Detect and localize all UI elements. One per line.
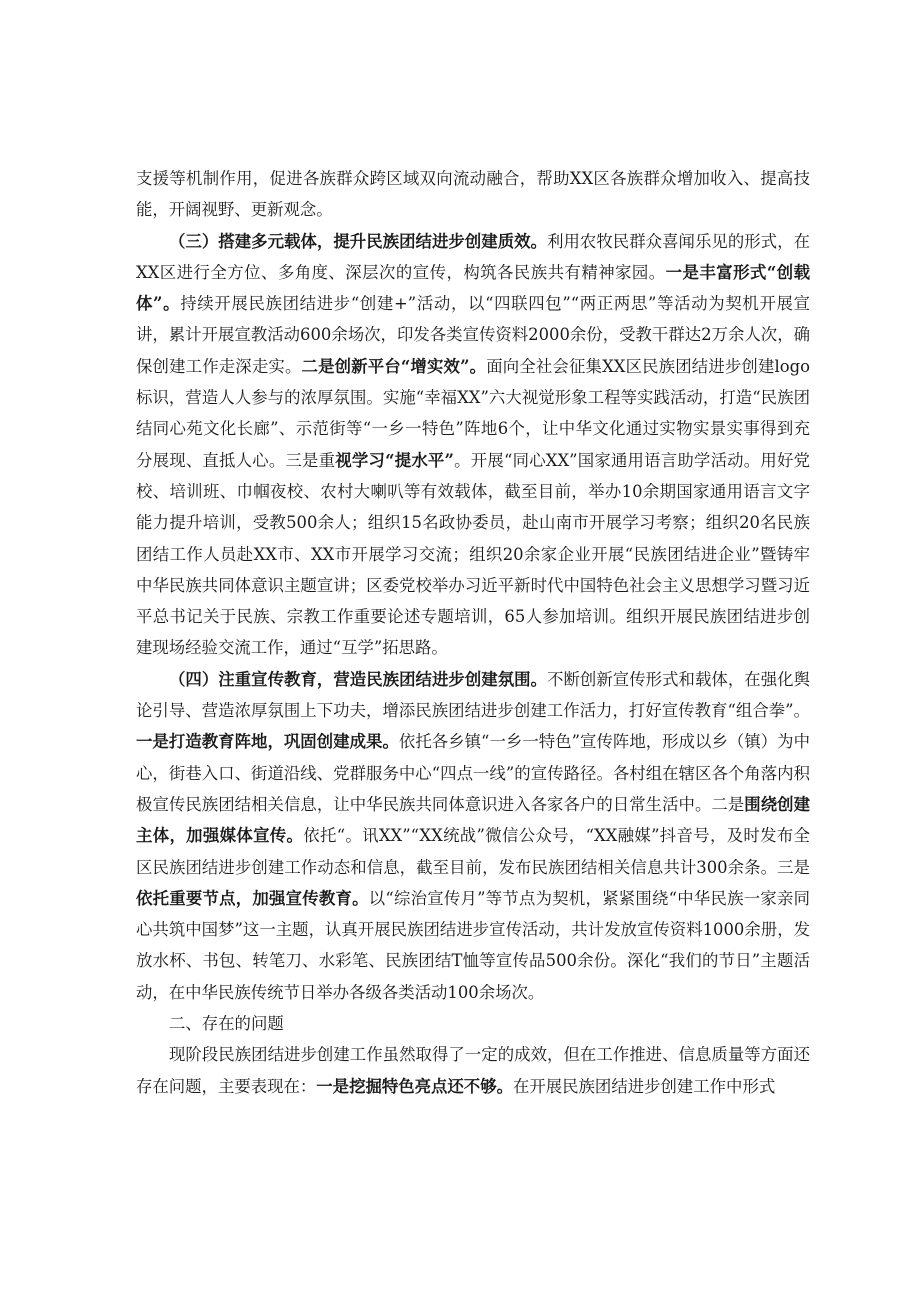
paragraph-text: 现阶段民族团结进步创建工作虽然取得了一定的成效，但在工作推进、信息质量等方面还存在问题，主要表现在： xyxy=(136,1045,810,1096)
paragraph-text: 持续开展民族团结进步“创建+”活动，以“四联四包”“两正两思”等活动为契机开展宣讲，累计开展宣教活动600余场次，印发各类宣传资料2000余份，受教干群达2万余人次，确保创建工作走深走实。 xyxy=(136,294,810,376)
chapter-heading: 二、存在的问题 xyxy=(169,1014,284,1034)
paragraph-section-4 xyxy=(136,664,810,1008)
paragraph-text: 依托各乡镇“一乡一特色”宣传阵地，形成以乡（镇）为中心，街巷入口、街道沿线、党群服务中心“四点一线”的宣传路径。各村组在辖区各个角落内积极宣传民族团结相关信息，让中华民族共同体意识进入各家各户的日常生活中。二是 xyxy=(136,732,811,814)
bold-point-1: 一是丰富形式“创载体”。 xyxy=(136,262,810,314)
paragraph-problems xyxy=(136,1039,810,1102)
section-heading: （四）注重宣传教育，营造民族团结进步创建氛围。 xyxy=(169,669,548,689)
section-title-problems xyxy=(136,1008,810,1039)
bold-point-2: 围绕创建主体，加强媒体宣传。 xyxy=(136,794,811,846)
paragraph-text: 依托“。讯XX”“XX统战”微信公众号，“XX融媒”抖音号，及时发布全区民族团结进步创建工作动态和信息，截至目前，发布民族团结相关信息共计300余条。三是 xyxy=(136,826,810,877)
bold-point-3: 依托重要节点，加强宣传教育。 xyxy=(136,888,369,908)
document-page xyxy=(136,163,810,1102)
paragraph-text: 以“综治宣传月”等节点为契机，紧紧围绕“中华民族一家亲同心共筑中国梦”这一主题，认真开展民族团结进步宣传活动，共计发放宣传资料1000余册，发放水杯、书包、转笔刀、水彩笔、民族团结T恤等宣传品500余份。深化“我们的节日”主题活动，在中华民族传统节日举办各级各类活动100余场次。 xyxy=(136,888,811,1002)
bold-point-1: 一是打造教育阵地，巩固创建成果。 xyxy=(136,732,399,752)
paragraph-continuation xyxy=(136,163,810,226)
paragraph-text: 支援等机制作用，促进各族群众跨区域双向流动融合，帮助XX区各族群众增加收入、提高技能，开阔视野、更新观念。 xyxy=(136,169,810,220)
paragraph-text: 。开展“同心XX”国家通用语言助学活动。用好党校、培训班、巾帼夜校、农村大喇叭等有效载体，截至目前，举办10余期国家通用语言文字能力提升培训，受教500余人；组织15名政协委员，赴山南市开展学习考察；组织20名民族团结工作人员赴XX市、XX市开展学习交流；组织20余家企业开展“民族团结进企业”暨铸牢中华民族共同体意识主题宣讲；区委党校举办习近平新时代中国特色社会主义思想学习暨习近平总书记关于民族、宗教工作重要论述专题培训，65人参加培训。组织开展民族团结进步创建现场经验交流工作，通过“互学”拓思路。 xyxy=(136,450,810,658)
bold-point-2: 二是创新平台“增实效”。 xyxy=(301,356,487,376)
bold-point-3: 视学习“提水平” xyxy=(335,450,454,470)
paragraph-text: 在开展民族团结进步创建工作中形式 xyxy=(512,1076,776,1096)
paragraph-text: 利用农牧民群众喜闻乐见的形式，在XX区进行全方位、多角度、深层次的宣传，构筑各民族共有精神家园。 xyxy=(136,231,811,282)
paragraph-text: 不断创新宣传形式和载体，在强化舆论引导、营造浓厚氛围上下功夫，增添民族团结进步创建工作活力，打好宣传教育“组合拳”。 xyxy=(136,669,811,721)
section-heading: （三）搭建多元载体，提升民族团结进步创建质效。 xyxy=(169,231,548,251)
paragraph-section-3 xyxy=(136,226,810,664)
bold-point-1: 一是挖掘特色亮点还不够。 xyxy=(316,1076,513,1096)
paragraph-text: 面向全社会征集XX区民族团结进步创建logo标识，营造人人参与的浓厚氛围。实施“幸福XX”六大视觉形象工程等实践活动，打造“民族团结同心苑文化长廊”、示范街等“一乡一特色”阵地6个，让中华文化通过实物实景实事得到充分展现、直抵人心。三是重 xyxy=(136,356,811,470)
